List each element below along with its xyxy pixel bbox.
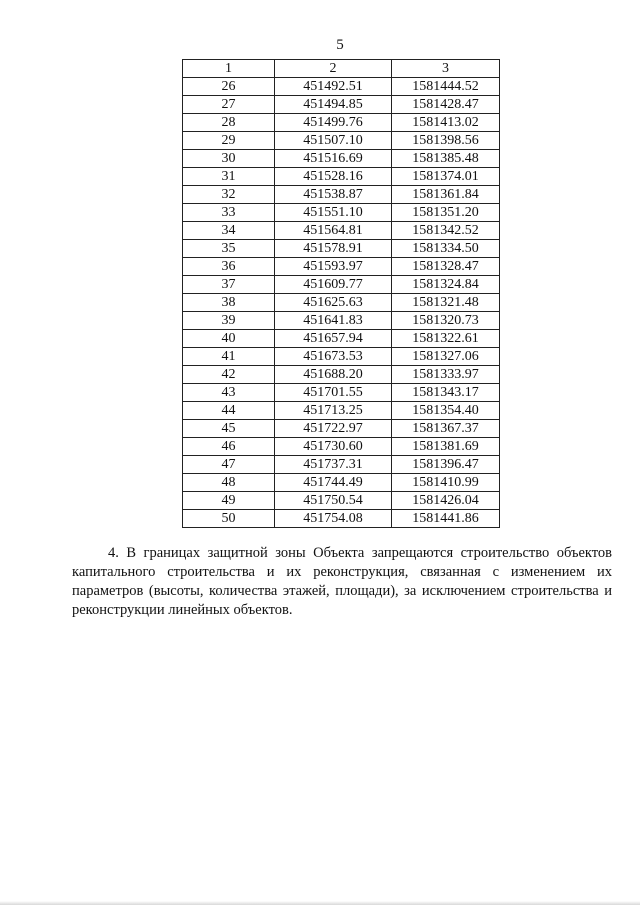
point-number-cell: 48 xyxy=(183,474,275,492)
table-row xyxy=(183,222,500,240)
point-number-cell: 28 xyxy=(183,114,275,132)
table-row xyxy=(183,276,500,294)
table-row xyxy=(183,330,500,348)
point-number-cell: 29 xyxy=(183,132,275,150)
y-coordinate-cell: 1581343.17 xyxy=(392,384,500,402)
table-row xyxy=(183,78,500,96)
point-number-cell: 43 xyxy=(183,384,275,402)
table-row xyxy=(183,96,500,114)
point-number-cell: 46 xyxy=(183,438,275,456)
table-row xyxy=(183,258,500,276)
y-coordinate-cell: 1581374.01 xyxy=(392,168,500,186)
table-body xyxy=(183,78,500,528)
x-coordinate-cell: 451609.77 xyxy=(275,276,392,294)
x-coordinate-cell: 451701.55 xyxy=(275,384,392,402)
x-coordinate-cell: 451754.08 xyxy=(275,510,392,528)
point-number-cell: 26 xyxy=(183,78,275,96)
point-number-cell: 27 xyxy=(183,96,275,114)
table-row xyxy=(183,114,500,132)
x-coordinate-cell: 451494.85 xyxy=(275,96,392,114)
table-row xyxy=(183,384,500,402)
table-row xyxy=(183,402,500,420)
point-number-cell: 49 xyxy=(183,492,275,510)
column-header-x: 2 xyxy=(275,60,392,78)
point-number-cell: 34 xyxy=(183,222,275,240)
table-row xyxy=(183,510,500,528)
y-coordinate-cell: 1581354.40 xyxy=(392,402,500,420)
x-coordinate-cell: 451564.81 xyxy=(275,222,392,240)
y-coordinate-cell: 1581333.97 xyxy=(392,366,500,384)
x-coordinate-cell: 451713.25 xyxy=(275,402,392,420)
table-row xyxy=(183,132,500,150)
y-coordinate-cell: 1581413.02 xyxy=(392,114,500,132)
y-coordinate-cell: 1581410.99 xyxy=(392,474,500,492)
y-coordinate-cell: 1581351.20 xyxy=(392,204,500,222)
x-coordinate-cell: 451551.10 xyxy=(275,204,392,222)
column-header-number: 1 xyxy=(183,60,275,78)
x-coordinate-cell: 451578.91 xyxy=(275,240,392,258)
restriction-paragraph: 4. В границах защитной зоны Объекта запрещаются строительство объектов капитального строительства и их реконструкция, связанная с изменением их параметров (высоты, количества этажей, площади), за исключением строительства и реконструкции линейных объектов. xyxy=(72,545,612,618)
point-number-cell: 40 xyxy=(183,330,275,348)
x-coordinate-cell: 451641.83 xyxy=(275,312,392,330)
table-header-row xyxy=(183,60,500,78)
y-coordinate-cell: 1581324.84 xyxy=(392,276,500,294)
table-row xyxy=(183,312,500,330)
table-row xyxy=(183,186,500,204)
y-coordinate-cell: 1581322.61 xyxy=(392,330,500,348)
point-number-cell: 47 xyxy=(183,456,275,474)
y-coordinate-cell: 1581334.50 xyxy=(392,240,500,258)
table-row xyxy=(183,492,500,510)
y-coordinate-cell: 1581361.84 xyxy=(392,186,500,204)
point-number-cell: 32 xyxy=(183,186,275,204)
point-number-cell: 30 xyxy=(183,150,275,168)
table-row xyxy=(183,168,500,186)
table-row xyxy=(183,420,500,438)
y-coordinate-cell: 1581385.48 xyxy=(392,150,500,168)
x-coordinate-cell: 451673.53 xyxy=(275,348,392,366)
x-coordinate-cell: 451507.10 xyxy=(275,132,392,150)
x-coordinate-cell: 451528.16 xyxy=(275,168,392,186)
y-coordinate-cell: 1581327.06 xyxy=(392,348,500,366)
x-coordinate-cell: 451625.63 xyxy=(275,294,392,312)
table-row xyxy=(183,294,500,312)
point-number-cell: 31 xyxy=(183,168,275,186)
point-number-cell: 37 xyxy=(183,276,275,294)
x-coordinate-cell: 451722.97 xyxy=(275,420,392,438)
table-row xyxy=(183,474,500,492)
y-coordinate-cell: 1581321.48 xyxy=(392,294,500,312)
table-row xyxy=(183,204,500,222)
point-number-cell: 50 xyxy=(183,510,275,528)
x-coordinate-cell: 451516.69 xyxy=(275,150,392,168)
coordinates-table xyxy=(182,59,500,528)
point-number-cell: 41 xyxy=(183,348,275,366)
table-row xyxy=(183,456,500,474)
table-row xyxy=(183,240,500,258)
point-number-cell: 42 xyxy=(183,366,275,384)
table-row xyxy=(183,366,500,384)
y-coordinate-cell: 1581381.69 xyxy=(392,438,500,456)
y-coordinate-cell: 1581444.52 xyxy=(392,78,500,96)
y-coordinate-cell: 1581398.56 xyxy=(392,132,500,150)
point-number-cell: 33 xyxy=(183,204,275,222)
table-row xyxy=(183,150,500,168)
y-coordinate-cell: 1581426.04 xyxy=(392,492,500,510)
y-coordinate-cell: 1581328.47 xyxy=(392,258,500,276)
point-number-cell: 39 xyxy=(183,312,275,330)
point-number-cell: 44 xyxy=(183,402,275,420)
page-number: 5 xyxy=(336,37,344,53)
x-coordinate-cell: 451593.97 xyxy=(275,258,392,276)
point-number-cell: 38 xyxy=(183,294,275,312)
scan-bottom-edge xyxy=(0,901,640,905)
y-coordinate-cell: 1581367.37 xyxy=(392,420,500,438)
y-coordinate-cell: 1581428.47 xyxy=(392,96,500,114)
y-coordinate-cell: 1581441.86 xyxy=(392,510,500,528)
y-coordinate-cell: 1581342.52 xyxy=(392,222,500,240)
x-coordinate-cell: 451688.20 xyxy=(275,366,392,384)
x-coordinate-cell: 451730.60 xyxy=(275,438,392,456)
x-coordinate-cell: 451499.76 xyxy=(275,114,392,132)
table-row xyxy=(183,348,500,366)
x-coordinate-cell: 451750.54 xyxy=(275,492,392,510)
column-header-y: 3 xyxy=(392,60,500,78)
table-row xyxy=(183,438,500,456)
x-coordinate-cell: 451538.87 xyxy=(275,186,392,204)
x-coordinate-cell: 451737.31 xyxy=(275,456,392,474)
y-coordinate-cell: 1581320.73 xyxy=(392,312,500,330)
x-coordinate-cell: 451657.94 xyxy=(275,330,392,348)
point-number-cell: 35 xyxy=(183,240,275,258)
y-coordinate-cell: 1581396.47 xyxy=(392,456,500,474)
point-number-cell: 36 xyxy=(183,258,275,276)
point-number-cell: 45 xyxy=(183,420,275,438)
x-coordinate-cell: 451744.49 xyxy=(275,474,392,492)
x-coordinate-cell: 451492.51 xyxy=(275,78,392,96)
